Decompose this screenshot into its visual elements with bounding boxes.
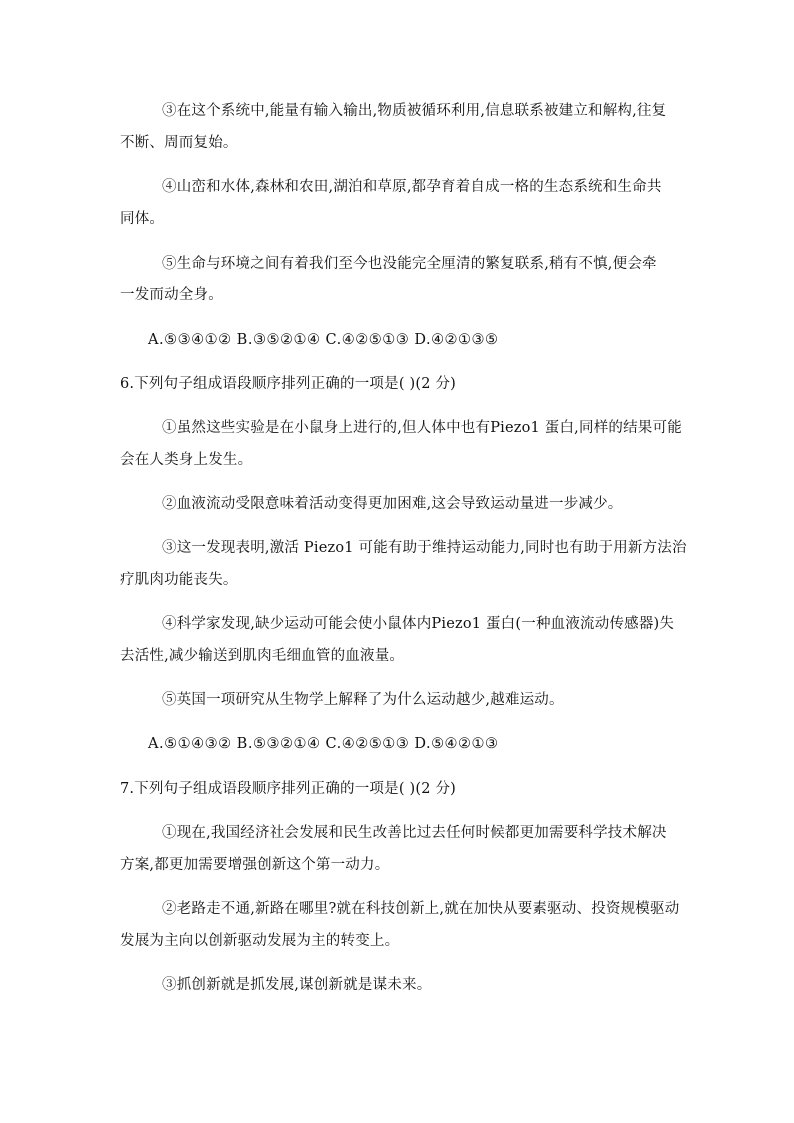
q6-item5-line1: ⑤英国一项研究从生物学上解释了为什么运动越少,越难运动。 — [162, 692, 564, 708]
q6-item4-line1: ④科学家发现,缺少运动可能会使小鼠体内Piezo1 蛋白(一种血液流动传感器)失 — [162, 616, 675, 632]
q7-item2-line1: ②老路走不通,新路在哪里?就在科技创新上,就在加快从要素驱动、投资规模驱动 — [162, 901, 680, 917]
q5-item4-line1: ④山峦和水体,森林和农田,湖泊和草原,都孕育着自成一格的生态系统和生命共 — [162, 179, 662, 195]
q6-item1-line2: 会在人类身上发生。 — [120, 452, 253, 468]
q6-item3-line2: 疗肌肉功能丧失。 — [120, 572, 238, 588]
q6-options: A.⑤①④③② B.⑤③②①④ C.④②⑤①③ D.⑤④②①③ — [148, 736, 499, 752]
q5-item4-line2: 同体。 — [120, 211, 165, 227]
q6-item1-line1: ①虽然这些实验是在小鼠身上进行的,但人体中也有Piezo1 蛋白,同样的结果可能 — [162, 420, 682, 436]
q6-item3-line1: ③这一发现表明,激活 Piezo1 可能有助于维持运动能力,同时也有助于用新方法治 — [162, 540, 687, 556]
q7-item2-line2: 发展为主向以创新驱动发展为主的转变上。 — [120, 933, 400, 949]
q5-options: A.⑤③④①② B.③⑤②①④ C.④②⑤①③ D.④②①③⑤ — [148, 332, 499, 348]
q5-item3-line2: 不断、周而复始。 — [120, 135, 238, 151]
q7-stem: 7.下列句子组成语段顺序排列正确的一项是( )(2 分) — [120, 781, 457, 797]
q6-item4-line2: 去活性,减少输送到肌肉毛细血管的血液量。 — [120, 648, 405, 664]
q7-item1-line1: ①现在,我国经济社会发展和民生改善比过去任何时候都更加需要科学技术解决 — [162, 825, 667, 841]
q5-item3-line1: ③在这个系统中,能量有输入输出,物质被循环利用,信息联系被建立和解构,往复 — [162, 103, 667, 119]
q6-item2-line1: ②血液流动受限意味着活动变得更加困难,这会导致运动量进一步减少。 — [162, 496, 623, 512]
q7-item1-line2: 方案,都更加需要增强创新这个第一动力。 — [120, 857, 390, 873]
q5-item5-line2: 一发而动全身。 — [120, 287, 223, 303]
q5-item5-line1: ⑤生命与环境之间有着我们至今也没能完全厘清的繁复联系,稍有不慎,便会牵 — [162, 256, 657, 272]
q6-stem: 6.下列句子组成语段顺序排列正确的一项是( )(2 分) — [120, 376, 457, 392]
q7-item3-line1: ③抓创新就是抓发展,谋创新就是谋未来。 — [162, 977, 432, 993]
